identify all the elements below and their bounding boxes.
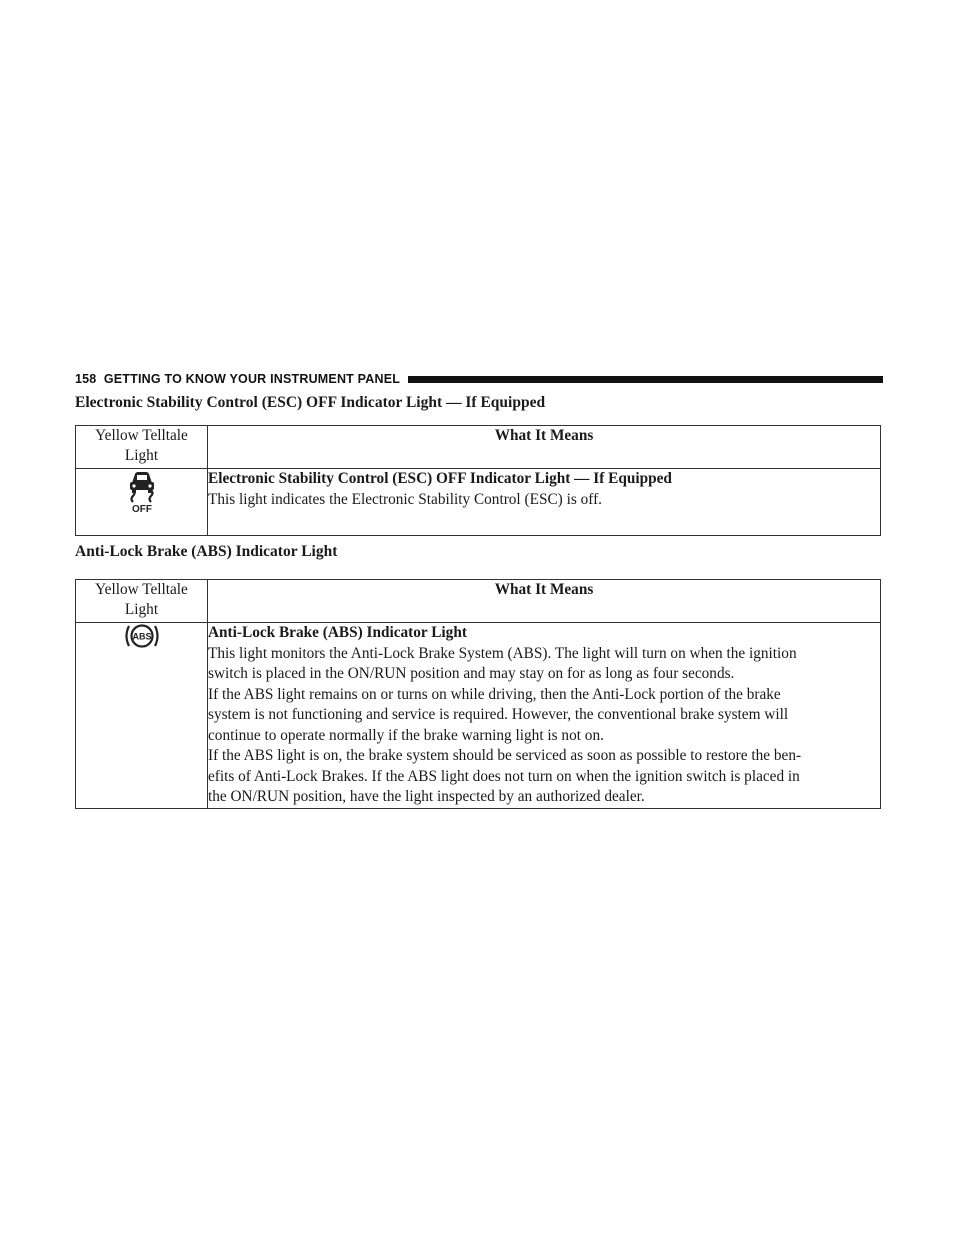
col-header-line: Yellow Telltale <box>95 581 188 598</box>
meaning-cell <box>208 469 881 536</box>
col-header-telltale <box>76 580 208 623</box>
col-header-meaning: What It Means <box>208 580 881 623</box>
entry-line: If the ABS light is on, the brake system should be serviced as soon as possible to restore the ben- <box>208 747 802 764</box>
abs-icon-label: ABS <box>131 631 152 642</box>
entry-line: continue to operate normally if the brake warning light is not on. <box>208 726 604 744</box>
header-text <box>75 372 408 386</box>
telltale-cell <box>76 623 208 809</box>
abs-table <box>75 579 881 809</box>
col-header-line: Yellow Telltale <box>95 427 188 444</box>
section-title-esc-off: Electronic Stability Control (ESC) OFF Indicator Light — If Equipped <box>75 394 546 411</box>
esc-off-icon-label: OFF <box>131 504 152 513</box>
table-row <box>76 469 881 536</box>
table-header-row <box>76 580 881 623</box>
page-number: 158 <box>75 372 97 386</box>
esc-off-icon <box>124 469 160 513</box>
col-header-line: Light <box>124 447 159 464</box>
table-header-row <box>76 426 881 469</box>
entry-title: Anti-Lock Brake (ABS) Indicator Light <box>208 624 467 641</box>
meaning-cell <box>208 623 881 809</box>
header-rule <box>408 376 883 383</box>
section-name: GETTING TO KNOW YOUR INSTRUMENT PANEL <box>103 372 401 386</box>
entry-line: This light monitors the Anti-Lock Brake System (ABS). The light will turn on when the ignition <box>208 644 797 662</box>
entry-title: Electronic Stability Control (ESC) OFF Indicator Light — If Equipped <box>208 470 672 487</box>
entry-line: efits of Anti-Lock Brakes. If the ABS light does not turn on when the ignition switch is placed in <box>208 767 800 785</box>
page-header <box>75 371 883 387</box>
section-title-abs: Anti-Lock Brake (ABS) Indicator Light <box>75 543 338 560</box>
col-header-meaning: What It Means <box>208 426 881 469</box>
abs-icon <box>123 623 161 649</box>
esc-off-table <box>75 425 881 536</box>
col-header-telltale <box>76 426 208 469</box>
entry-line: If the ABS light remains on or turns on while driving, then the Anti-Lock portion of the brake <box>208 685 781 703</box>
entry-line: system is not functioning and service is required. However, the conventional brake system will <box>208 706 789 723</box>
entry-line: This light indicates the Electronic Stability Control (ESC) is off. <box>208 490 602 508</box>
table-row <box>76 623 881 809</box>
col-header-line: Light <box>124 601 159 618</box>
telltale-cell <box>76 469 208 536</box>
entry-line: switch is placed in the ON/RUN position and may stay on for as long as four seconds. <box>208 665 735 682</box>
entry-line: the ON/RUN position, have the light inspected by an authorized dealer. <box>208 788 645 805</box>
